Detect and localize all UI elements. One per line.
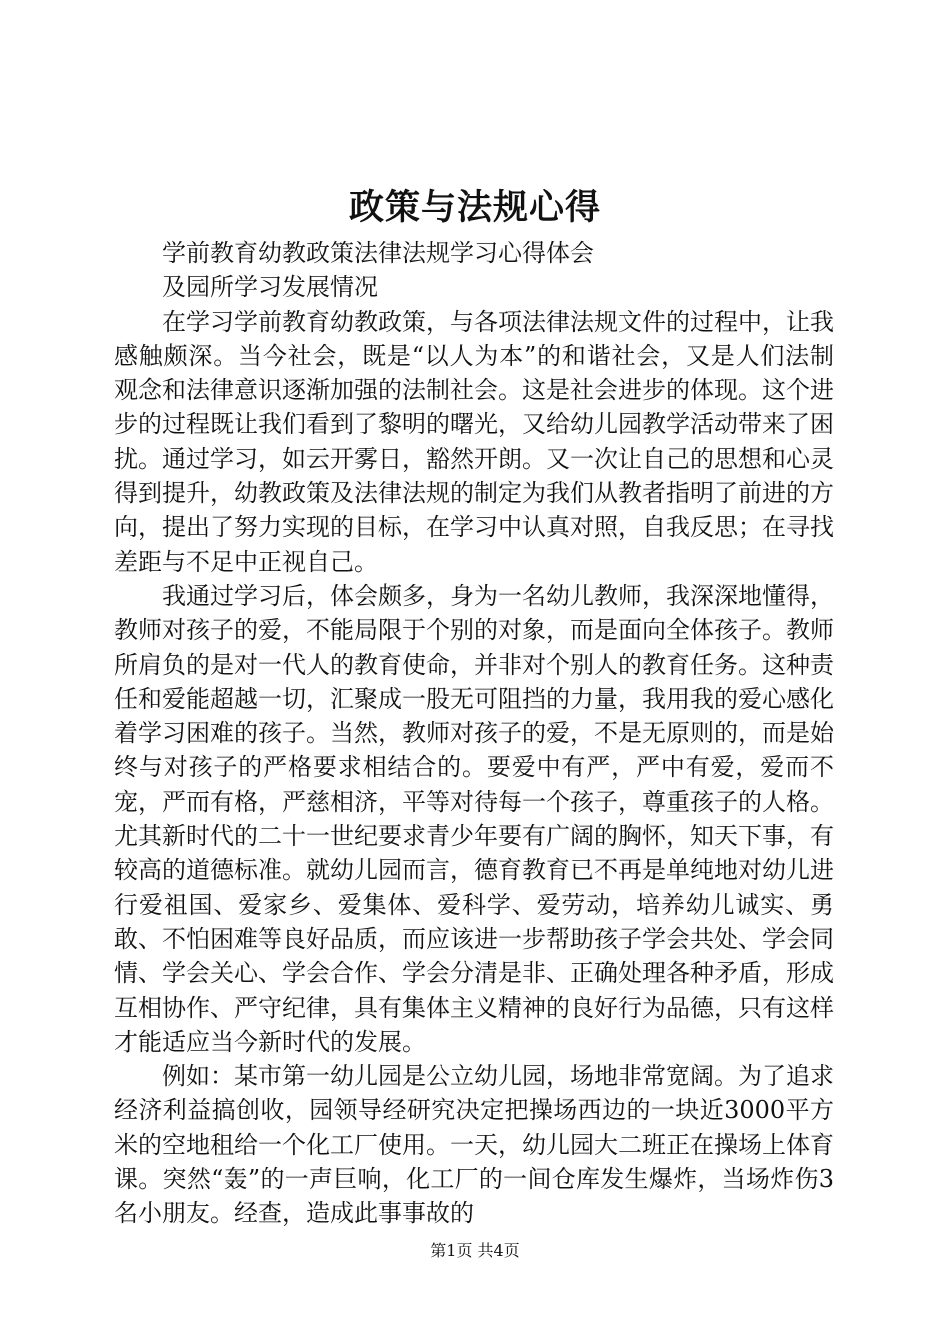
subtitle-line-2: 及园所学习发展情况 (162, 273, 378, 302)
body-paragraph: 例如：某市第一幼儿园是公立幼儿园，场地非常宽阔。为了追求经济利益搞创收，园领导经研究决定把操场西边的一块近3000平方米的空地租给一个化工厂使用。一天，幼儿园大二班正在操场上体育课。突然“轰”的一声巨响，化工厂的一间仓库发生爆炸，当场炸伤3名小朋友。经查，造成此事事故的 (114, 1062, 834, 1228)
document-body (114, 236, 834, 1231)
body-paragraph: 我通过学习后，体会颇多，身为一名幼儿教师，我深深地懂得，教师对孩子的爱，不能局限于个别的对象，而是面向全体孩子。教师所肩负的是对一代人的教育使命，并非对个别人的教育任务。这种责任和爱能超越一切，汇聚成一股无可阻挡的力量，我用我的爱心感化着学习困难的孩子。当然，教师对孩子的爱，不是无原则的，而是始终与对孩子的严格要求相结合的。要爱中有严，严中有爱，爱而不宠，严而有格，严慈相济，平等对待每一个孩子，尊重孩子的人格。尤其新时代的二十一世纪要求青少年要有广阔的胸怀，知天下事，有较高的道德标准。就幼儿园而言，德育教育已不再是单纯地对幼儿进行爱祖国、爱家乡、爱集体、爱科学、爱劳动，培养幼儿诚实、勇敢、不怕困难等良好品质，而应该进一步帮助孩子学会共处、学会同情、学会关心、学会合作、学会分清是非、正确处理各种矛盾，形成互相协作、严守纪律，具有集体主义精神的良好行为品德，只有这样才能适应当今新时代的发展。 (114, 581, 834, 1056)
document-title: 政策与法规心得 (348, 187, 601, 228)
page-footer: 第1页 共4页 (430, 1241, 520, 1260)
body-paragraph: 在学习学前教育幼教政策，与各项法律法规文件的过程中，让我感触颇深。当今社会，既是“以人为本”的和谐社会，又是人们法制观念和法律意识逐渐加强的法制社会。这是社会进步的体现。这个进步的过程既让我们看到了黎明的曙光，又给幼儿园教学活动带来了困扰。通过学习，如云开雾日，豁然开朗。又一次让自己的思想和心灵得到提升，幼教政策及法律法规的制定为我们从教者指明了前进的方向，提出了努力实现的目标，在学习中认真对照，自我反思；在寻找差距与不足中正视自己。 (114, 307, 834, 576)
subtitle-line-1: 学前教育幼教政策法律法规学习心得体会 (162, 239, 594, 267)
